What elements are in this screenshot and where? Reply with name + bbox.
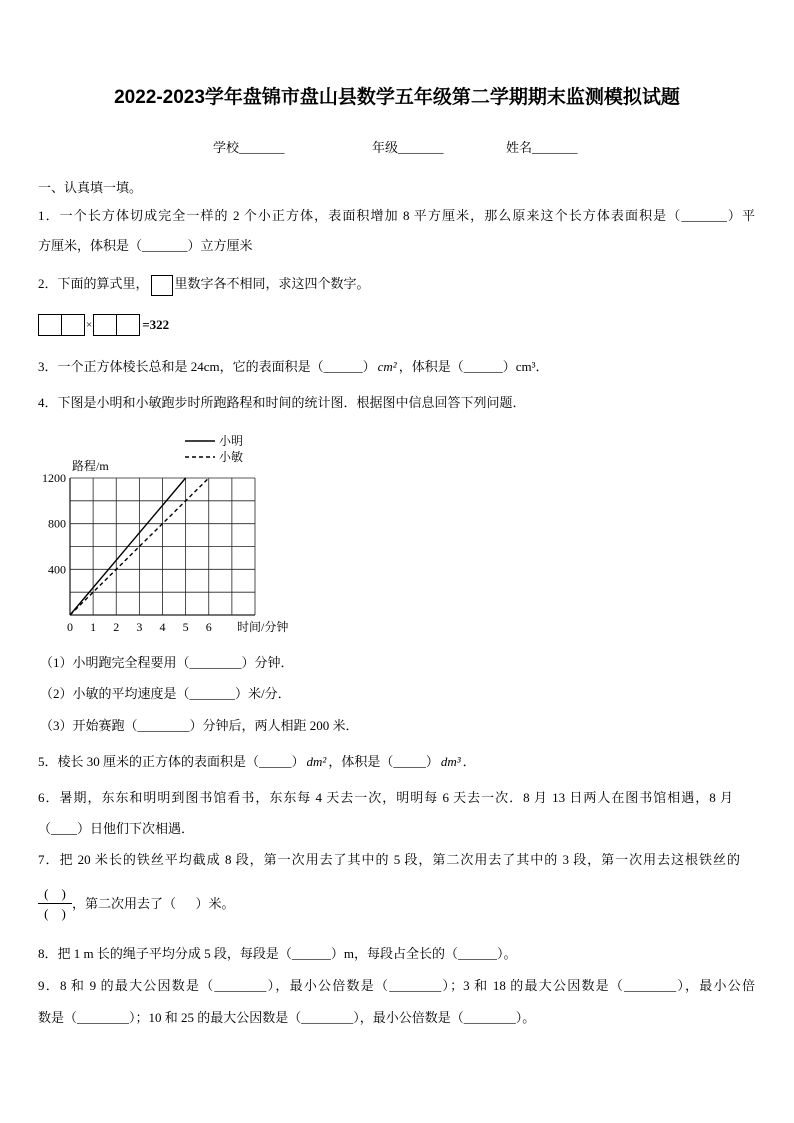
question-5-unit-volume: dm³ [440, 754, 461, 769]
digit-box-3 [93, 314, 117, 336]
question-1-line-1: 1．一个长方体切成完全一样的 2 个小正方体，表面积增加 8 平方厘米，那么原来这个长方体表面积是（_______）平 [38, 208, 755, 223]
question-9-line-2: 数是（________）；10 和 25 的最大公因数是（________），最小公倍数是（________）。 [38, 1010, 536, 1025]
section-heading: 一、认真填一填。 [38, 180, 143, 195]
times-sign: × [86, 319, 93, 331]
question-8: 8．把 1 m 长的绳子平均分成 5 段，每段是（______）m，每段占全长的（______）。 [38, 946, 517, 961]
page-title: 2022-2023学年盘锦市盘山县数学五年级第二学期期末监测模拟试题 [114, 87, 680, 108]
x-tick-label: 0 [67, 620, 73, 634]
question-2 [38, 273, 370, 296]
question-5-text-before: 5．棱长 30 厘米的正方体的表面积是（_____） [38, 754, 305, 769]
x-tick-label: 5 [182, 620, 189, 634]
question-4-sub-1: （1）小明跑完全程要用（________）分钟． [40, 655, 294, 670]
legend-label-2: 小敏 [219, 450, 244, 464]
question-5 [38, 752, 476, 772]
question-9-line-1: 9．8 和 9 的最大公因数是（________），最小公倍数是（________）；3 和 18 的最大公因数是（________），最小公倍 [38, 978, 755, 993]
grade-field-label: 年级_______ [372, 140, 444, 155]
question-2-equation [38, 314, 169, 336]
fraction-denominator: ( ) [44, 906, 66, 921]
x-tick-label: 2 [113, 620, 120, 634]
x-tick-label: 4 [159, 620, 166, 634]
digit-box-1 [38, 314, 62, 336]
legend-label-1: 小明 [219, 434, 244, 448]
question-3-text-after: ，体积是（______）cm³． [398, 359, 549, 374]
question-3 [38, 357, 548, 377]
question-4-sub-2: （2）小敏的平均速度是（_______）米/分． [40, 686, 291, 701]
x-tick-label: 1 [90, 620, 97, 634]
digit-box [151, 275, 173, 296]
y-tick-label: 400 [48, 562, 66, 577]
question-2-text-before: 2．下面的算式里， [38, 276, 149, 291]
x-tick-label: 3 [136, 620, 143, 634]
distance-time-chart [38, 428, 318, 640]
x-axis-label: 时间/分钟 [237, 620, 289, 634]
question-2-text-after: 里数字各不相同，求这四个数字。 [174, 276, 370, 291]
question-4-sub-3: （3）开始赛跑（________）分钟后，两人相距 200 米． [40, 718, 359, 733]
question-7-text-after: ，第二次用去了（ ）米。 [72, 895, 235, 911]
question-4-stem: 4．下图是小明和小敏跑步时所跑路程和时间的统计图．根据图中信息回答下列问题． [38, 395, 526, 410]
question-5-text-end: ． [462, 754, 476, 769]
question-7-line-2 [38, 884, 235, 923]
x-tick-label: 6 [205, 620, 212, 634]
question-6-line-1: 6．暑期，东东和明明到图书馆看书，东东每 4 天去一次，明明每 6 天去一次．8 月 13 日两人在图书馆相遇，8 月 [38, 790, 733, 805]
question-1-line-2: 方厘米，体积是（_______）立方厘米 [38, 238, 253, 253]
fraction-blank [38, 884, 72, 923]
school-field-label: 学校_______ [213, 140, 285, 155]
digit-box-4 [116, 314, 140, 336]
y-axis-label: 路程/m [72, 459, 109, 473]
question-3-text-before: 3．一个正方体棱长总和是 24cm，它的表面积是（______） [38, 359, 376, 374]
y-tick-label: 800 [48, 516, 66, 531]
digit-box-2 [61, 314, 85, 336]
question-7-line-1: 7．把 20 米长的铁丝平均截成 8 段，第一次用去了其中的 5 段，第二次用去了其中的 3 段，第一次用去这根铁丝的 [38, 852, 740, 867]
question-6-line-2: （____）日他们下次相遇． [38, 821, 195, 836]
name-field-label: 姓名_______ [506, 140, 578, 155]
question-5-unit-area: dm² [306, 754, 327, 769]
y-tick-label: 1200 [42, 471, 66, 485]
question-5-text-mid: ，体积是（_____） [328, 754, 439, 769]
question-3-unit: cm² [377, 359, 397, 374]
fraction-numerator: ( ) [38, 884, 72, 904]
equation-result: =322 [142, 317, 170, 332]
